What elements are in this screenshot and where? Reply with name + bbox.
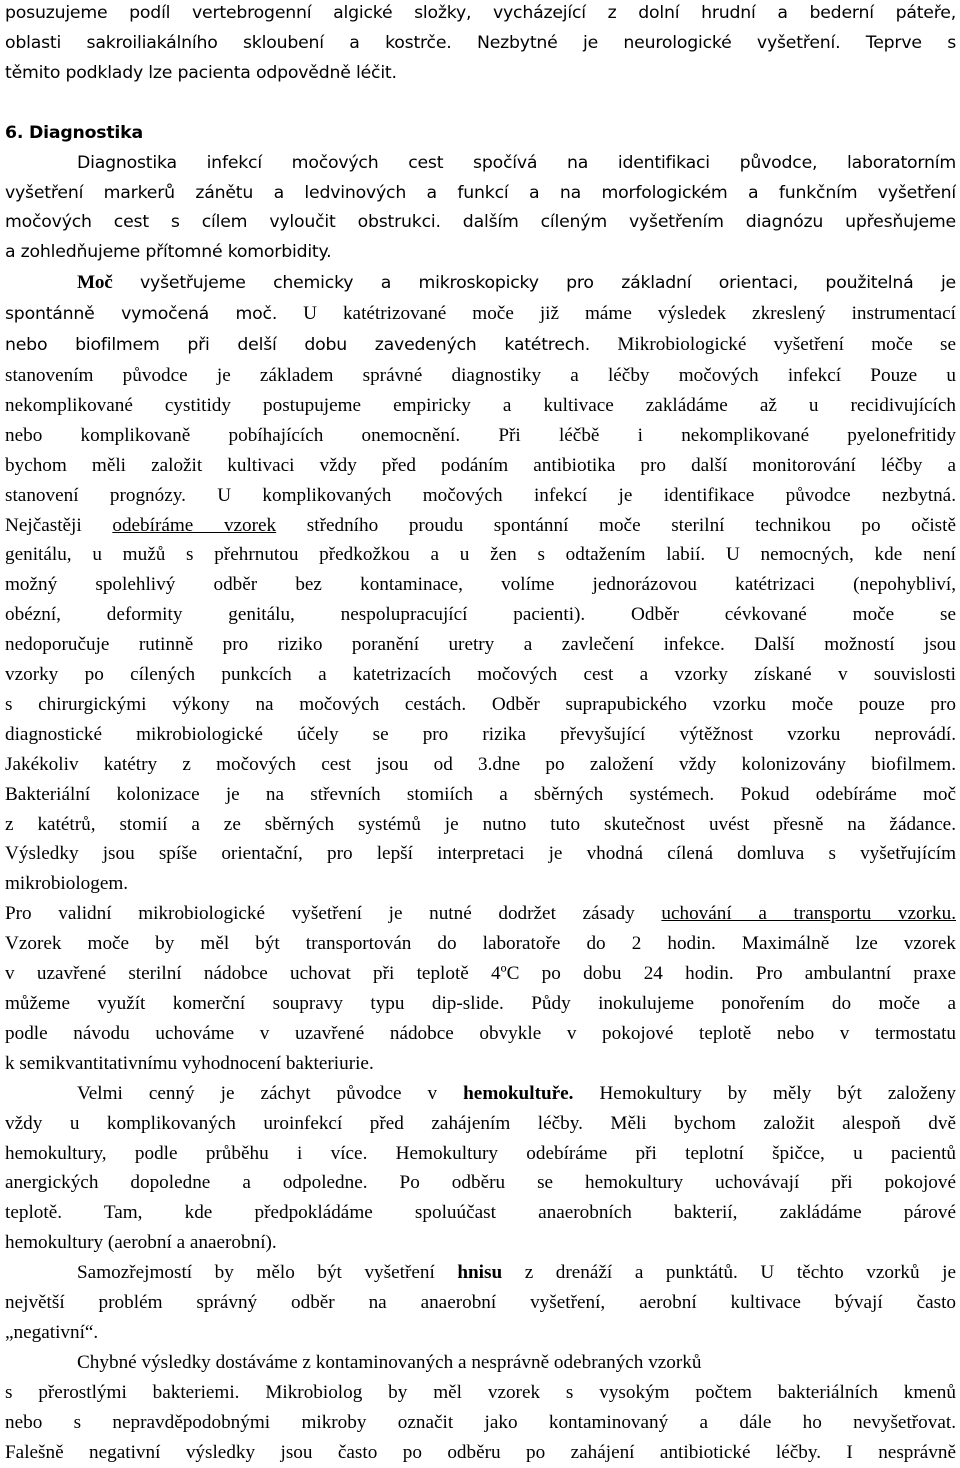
text-line: největší problém správný odběr na anaerobní vyšetření, aerobní kultivace bývají často [5, 1292, 956, 1314]
section-heading: 6. Diagnostika [5, 122, 143, 143]
text-line: nebo komplikovaně pobíhajících onemocnění. Při léčbě i nekomplikované pyelonefritidy [5, 424, 956, 446]
blood-culture-paragraph [5, 1079, 956, 1258]
text-line: Výsledky jsou spíše orientační, pro lepší interpretaci je vhodná cílená domluva s vyšetřujícím [5, 843, 956, 865]
text-line: Bakteriální kolonizace je na střevních stomiích a sběrných systémech. Pokud odebíráme moč [5, 783, 956, 805]
text-line: nekomplikované cystitidy postupujeme empiricky a kultivace zakládáme až u recidivujících [5, 394, 956, 416]
text-line: spontánně vymočená moč. U katétrizované moče již máme výsledek zkreslený instrumentací [5, 303, 956, 325]
bold-term: hemokultuře. [463, 1082, 574, 1104]
text-line: Samozřejmostí by mělo být vyšetření hnisu z drenáží a punktátů. U těchto vzorků je [77, 1262, 956, 1284]
pus-paragraph [5, 1258, 956, 1348]
bold-term: hnisu [457, 1262, 503, 1284]
text-line: podle návodu uchováme v uzavřené nádobce obvykle v pokojové teplotě nebo v termostatu [5, 1022, 956, 1044]
text-line: anergických dopoledne a odpoledne. Po odběru se hemokultury uchovávají při pokojové [5, 1172, 956, 1194]
text-line: diagnostické mikrobiologické účely se pro rizika převyšující výtěžnost vzorku neprovádí. [5, 723, 956, 745]
text-line: nebo s nepravděpodobnými mikroby označit jako kontaminovaný a dále ho nevyšetřovat. [5, 1411, 956, 1433]
text-line: mikrobiologem. [5, 873, 129, 895]
text-line: stanovením původce je základem správné diagnostiky a léčby močových infekcí Pouze u [5, 364, 956, 386]
text-line: Moč vyšetřujeme chemicky a mikroskopicky pro základní orientaci, použitelná je [77, 272, 956, 294]
bold-term: Moč [77, 272, 113, 294]
text-line: nebo biofilmem při delší dobu zavedených katétrech. Mikrobiologické vyšetření moče se [5, 334, 956, 356]
text-line: močových cest s cílem vyloučit obstrukci. dalším cíleným vyšetřením diagnózu upřesňujeme [5, 212, 956, 233]
text-line: Vzorek moče by měl být transportován do laboratoře do 2 hodin. Maximálně lze vzorek [5, 933, 956, 955]
text-line: v uzavřené sterilní nádobce uchovat při teplotě 4ºC po dobu 24 hodin. Pro ambulantní praxe [5, 963, 956, 985]
text-line: Diagnostika infekcí močových cest spočívá na identifikaci původce, laboratorním [77, 152, 956, 173]
text-line: teplotě. Tam, kde předpokládáme spoluúčast anaerobních bakterií, zakládáme párové [5, 1202, 956, 1224]
text-line: možný spolehlivý odběr bez kontaminace, volíme jednorázovou katétrizaci (nepohybliví, [5, 574, 956, 596]
text-line: Jakékoliv katétry z močových cest jsou od 3.dne po založení vždy kolonizovány biofilmem. [5, 753, 956, 775]
sampling-paragraph [5, 511, 956, 900]
text-line: můžeme využít komerční soupravy typu dip-slide. Půdy inokulujeme ponořením do moče a [5, 993, 956, 1014]
text-line: posuzujeme podíl vertebrogenní algické složky, vycházející z dolní hrudní a bederní páteře, [5, 3, 956, 23]
intro-paragraph [5, 0, 956, 89]
text-line: těmito podklady lze pacienta odpovědně léčit. [5, 62, 397, 83]
text-line: vyšetření markerů zánětu a ledvinových a funkcí a na morfologickém a funkčním vyšetření [5, 182, 956, 203]
text-line: s chirurgickými výkony na močových cestách. Odběr suprapubického vzorku moče pouze pro [5, 693, 956, 715]
text-line: oblasti sakroiliakálního skloubení a kostrče. Nezbytné je neurologické vyšetření. Teprve s [5, 32, 956, 53]
text-line: Pro validní mikrobiologické vyšetření je nutné dodržet zásady uchování a transportu vzorku. [5, 903, 956, 925]
text-line: z katétrů, stomií a ze sběrných systémů je nutno tuto skutečnost uvést přesně na žádance. [5, 813, 956, 835]
text-line: Chybné výsledky dostáváme z kontaminovaných a nesprávně odebraných vzorků [77, 1351, 702, 1373]
text-line: „negativní“. [5, 1321, 99, 1343]
transport-paragraph [5, 899, 956, 1078]
text-line: hemokultury, podle průběhu i více. Hemokultury odebíráme při teplotní špičce, u pacientů [5, 1142, 956, 1164]
text-line: s přerostlými bakteriemi. Mikrobiolog by měl vzorek s vysokým počtem bakteriálních kmenů [5, 1381, 956, 1403]
text-line: Nejčastěji odebíráme vzorek středního proudu spontánní moče sterilní technikou po očistě [5, 514, 956, 536]
text-line: a zohledňujeme přítomné komorbidity. [5, 242, 332, 263]
diagnostics-paragraph [5, 149, 956, 269]
errors-paragraph [5, 1348, 956, 1468]
text-line: obézní, deformity genitálu, nespolupracující pacienti). Odběr cévkované moče se [5, 604, 956, 626]
text-line: genitálu, u mužů s přehrnutou předkožkou a u žen s odtažením labií. U nemocných, kde není [5, 544, 956, 566]
text-line: Falešně negativní výsledky jsou často po odběru po zahájení antibiotické léčby. I nesprávně [5, 1441, 956, 1463]
text-line: k semikvantitativnímu vyhodnocení bakteriurie. [5, 1052, 374, 1074]
text-line: stanovení prognózy. U komplikovaných močových infekcí je identifikace původce nezbytná. [5, 484, 956, 506]
text-line: Velmi cenný je záchyt původce v hemokultuře. Hemokultury by měly být založeny [77, 1082, 956, 1104]
text-line: hemokultury (aerobní a anaerobní). [5, 1232, 277, 1254]
blank-line [5, 89, 956, 119]
text-line: bychom měli založit kultivaci vždy před podáním antibiotika pro další monitorování léčby a [5, 454, 956, 476]
text-line: vzorky po cílených punkcích a katetrizacích močových cest a vzorky získané v souvislosti [5, 664, 956, 686]
urine-paragraph [5, 268, 956, 510]
text-line: nedoporučuje rutinně pro riziko poranění uretry a zavlečení infekce. Další možností jsou [5, 634, 956, 656]
text-line: vždy u komplikovaných uroinfekcí před zahájením léčby. Měli bychom založit alespoň dvě [5, 1112, 956, 1134]
